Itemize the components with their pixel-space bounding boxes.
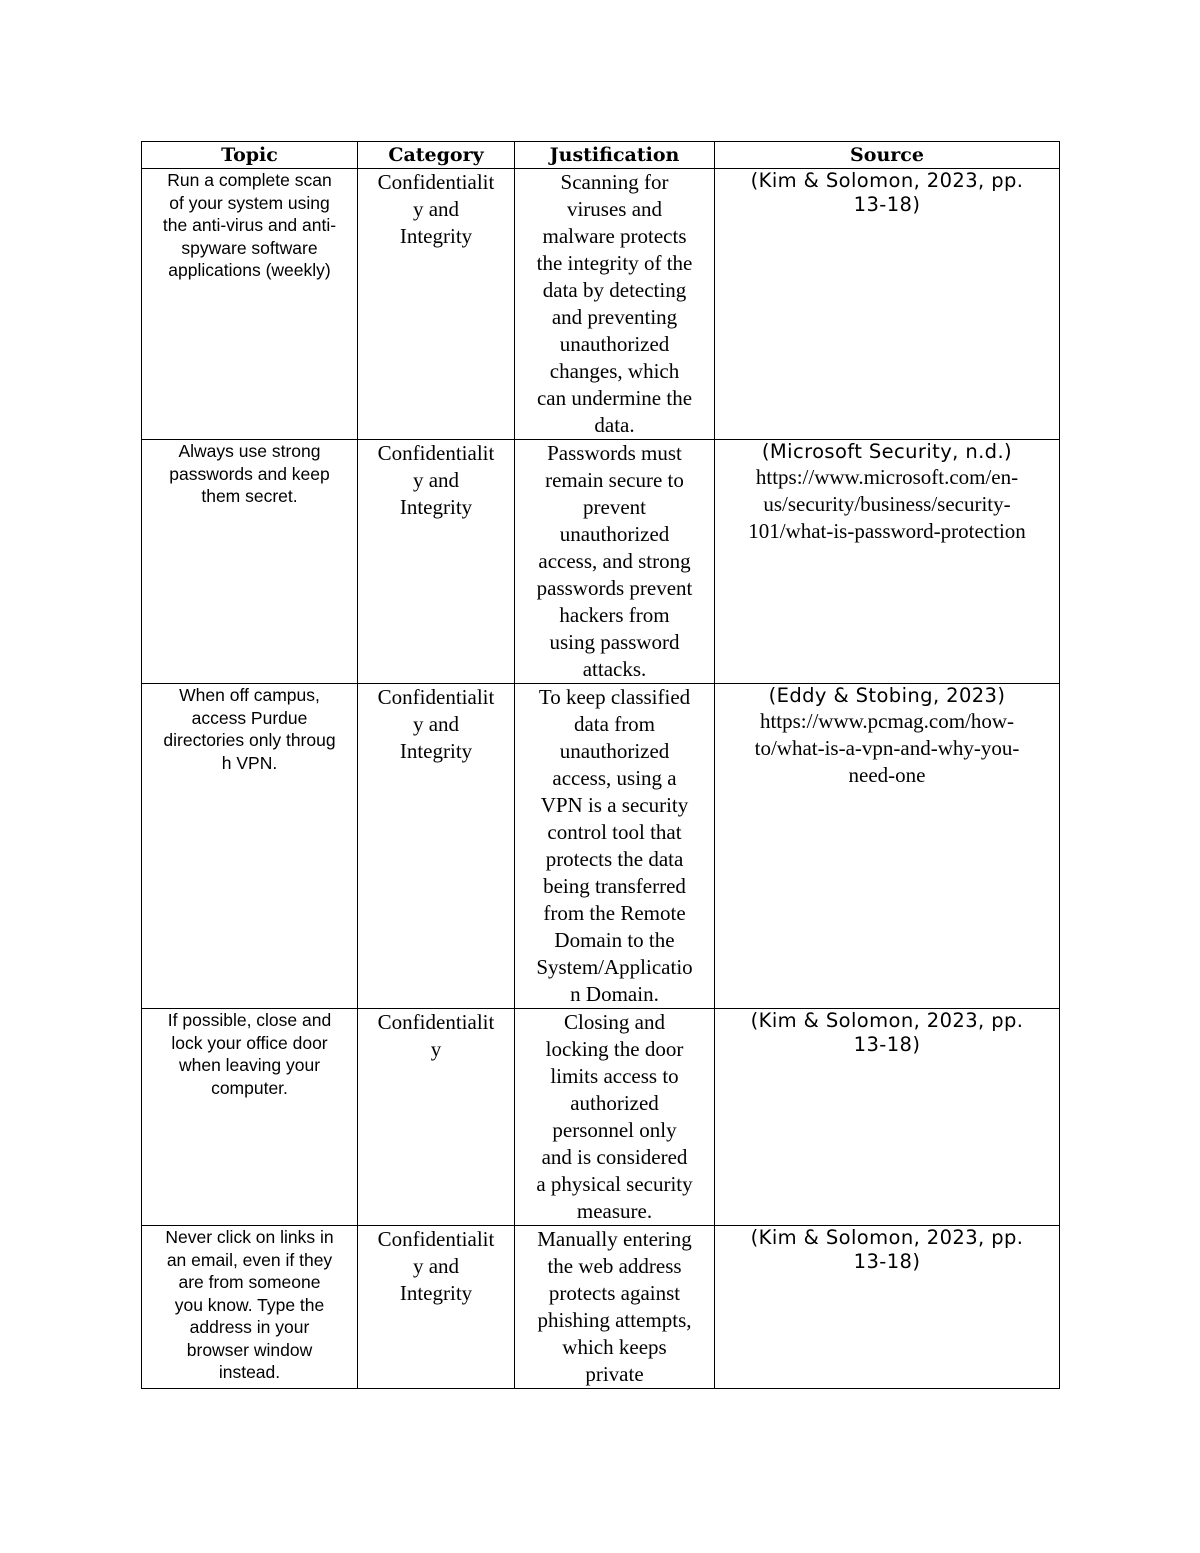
category-cell xyxy=(358,684,515,1009)
table-row xyxy=(142,1009,1060,1226)
source-cell xyxy=(715,169,1060,440)
justification-cell xyxy=(515,1009,715,1226)
source-url: https://www.microsoft.com/en- us/security/business/security- 101/what-is-password-protection xyxy=(748,465,1026,543)
source-citation: (Kim & Solomon, 2023, pp. 13-18) xyxy=(750,169,1024,216)
category-cell xyxy=(358,440,515,684)
justification-text: Scanning for viruses and malware protects the integrity of the data by detecting and preventing unauthorized changes, which can undermine the data. xyxy=(536,170,693,437)
topic-cell xyxy=(142,1009,358,1226)
table-header-row xyxy=(142,142,1060,169)
category-text: Confidentialit y and Integrity xyxy=(377,1227,495,1305)
topic-text: Run a complete scan of your system using the anti-virus and anti- spyware software applications (weekly) xyxy=(162,170,337,280)
source-citation: (Eddy & Stobing, 2023) xyxy=(768,684,1006,707)
justification-cell xyxy=(515,440,715,684)
source-citation: (Microsoft Security, n.d.) xyxy=(761,440,1013,463)
justification-cell xyxy=(515,684,715,1009)
topic-cell xyxy=(142,440,358,684)
topic-cell xyxy=(142,684,358,1009)
source-cell xyxy=(715,440,1060,684)
header-source: Source xyxy=(715,142,1060,169)
category-text: Confidentialit y xyxy=(377,1010,495,1061)
table-row xyxy=(142,684,1060,1009)
topic-text: If possible, close and lock your office door when leaving your computer. xyxy=(167,1010,332,1098)
security-controls-table xyxy=(141,141,1060,1389)
justification-text: Manually entering the web address protects against phishing attempts, which keeps private xyxy=(537,1227,692,1386)
topic-cell xyxy=(142,169,358,440)
topic-text: When off campus, access Purdue directories only throug h VPN. xyxy=(163,685,336,773)
justification-text: Passwords must remain secure to prevent unauthorized access, and strong passwords prevent hackers from using password attacks. xyxy=(536,441,693,681)
category-cell xyxy=(358,1009,515,1226)
topic-text: Always use strong passwords and keep them secret. xyxy=(169,441,330,506)
source-cell xyxy=(715,684,1060,1009)
table-row xyxy=(142,1226,1060,1389)
topic-text: Never click on links in an email, even if they are from someone you know. Type the address in your browser window instead. xyxy=(165,1227,334,1382)
justification-cell xyxy=(515,169,715,440)
category-text: Confidentialit y and Integrity xyxy=(377,170,495,248)
header-justification: Justification xyxy=(515,142,715,169)
source-citation: (Kim & Solomon, 2023, pp. 13-18) xyxy=(750,1009,1024,1056)
topic-cell xyxy=(142,1226,358,1389)
justification-text: Closing and locking the door limits access to authorized personnel only and is considered a physical security measure. xyxy=(536,1010,693,1223)
justification-text: To keep classified data from unauthorized access, using a VPN is a security control tool that protects the data being transferred from the Remote Domain to the System/Applicatio n Domain. xyxy=(536,685,693,1006)
table-row xyxy=(142,169,1060,440)
category-cell xyxy=(358,169,515,440)
header-topic: Topic xyxy=(142,142,358,169)
source-citation: (Kim & Solomon, 2023, pp. 13-18) xyxy=(750,1226,1024,1273)
category-text: Confidentialit y and Integrity xyxy=(377,441,495,519)
source-cell xyxy=(715,1009,1060,1226)
table-row xyxy=(142,440,1060,684)
source-cell xyxy=(715,1226,1060,1389)
source-url: https://www.pcmag.com/how- to/what-is-a-vpn-and-why-you- need-one xyxy=(754,709,1020,787)
header-category: Category xyxy=(358,142,515,169)
category-cell xyxy=(358,1226,515,1389)
justification-cell xyxy=(515,1226,715,1389)
category-text: Confidentialit y and Integrity xyxy=(377,685,495,763)
